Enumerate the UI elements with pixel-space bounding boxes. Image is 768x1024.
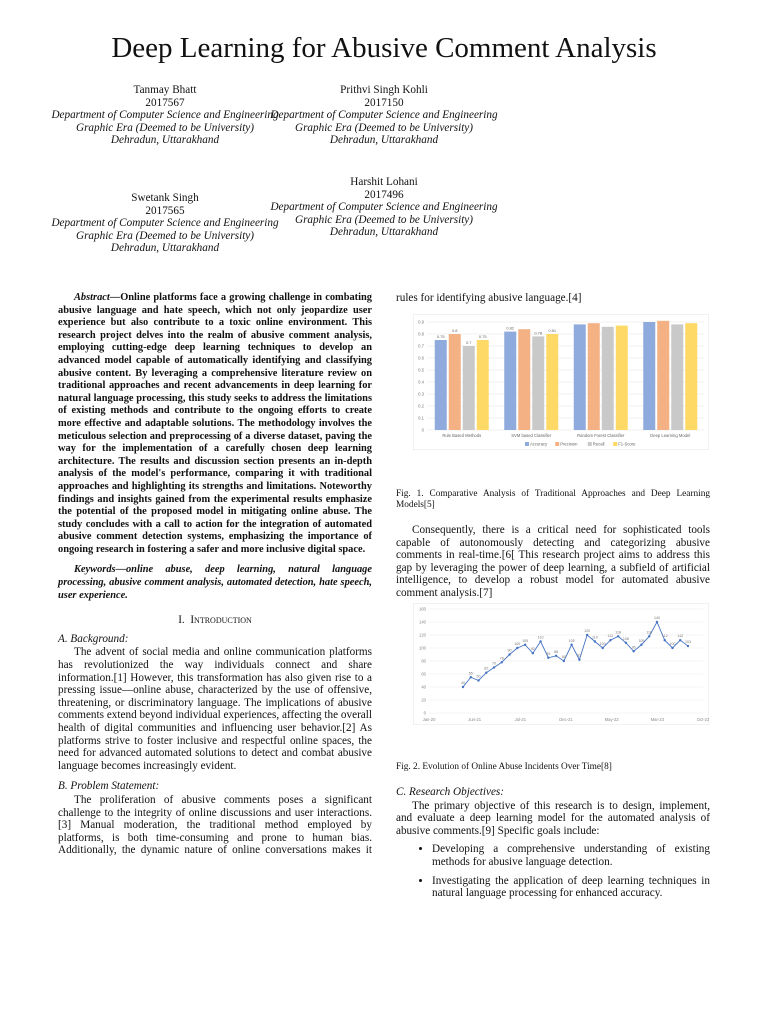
data-label: 92 <box>530 647 535 652</box>
data-point <box>625 642 627 644</box>
data-label: 110 <box>592 635 598 640</box>
data-point <box>532 652 534 654</box>
paragraph-background: The advent of social media and online communication platforms has revolutionized the way individuals connect and share information.[1] However, this transformation has also given rise to a pressing issue—online abuse, characterized by the use of offensive, threatening, or discriminatory language. The implications of abusive comments extend beyond individual experiences, affecting the overall health of digital communities and influencing user behavior.[2] As platforms strive to foster inclusive and respectful online spaces, the need for advanced automated solutions to detect and combat abusive language becomes increasingly evident. <box>58 646 372 772</box>
data-point <box>524 644 526 646</box>
data-label: 112 <box>677 634 684 639</box>
chart-frame <box>413 603 709 725</box>
data-label: 62 <box>484 666 489 671</box>
figure-caption: Fig. 2. Evolution of Online Abuse Incidents Over Time[8] <box>396 762 612 772</box>
tick-label: 0.1 <box>418 415 424 421</box>
author-name: Prithvi Singh Kohli <box>340 84 428 96</box>
author-inst: Graphic Era (Deemed to be University) <box>294 121 474 134</box>
legend-label: F1-Score <box>618 441 636 447</box>
tick-label: 80 <box>421 658 426 664</box>
legend-swatch <box>588 442 592 446</box>
author-name: Swetank Singh <box>131 192 199 204</box>
data-label: 82 <box>577 653 582 658</box>
author-loc: Dehradun, Uttarakhand <box>110 134 220 147</box>
tick-label: 0.5 <box>418 367 424 373</box>
x-tick-label: Jul-21 <box>514 717 527 722</box>
data-point <box>687 645 689 647</box>
abstract <box>58 292 372 556</box>
abstract-lead: Abstract <box>74 292 110 303</box>
author-inst: Graphic Era (Deemed to be University) <box>75 121 255 134</box>
data-point <box>485 672 487 674</box>
abstract-text: —Online platforms face a growing challenge in combating abusive language and hate speech, which not only jeopardize user experience but also contribute to a toxic online environment. This research project delves into the realm of abusive comment analysis, employing cutting-edge deep learning techniques to develop an advanced model capable of automatically identifying and classifying abusive content. By leveraging a comprehensive literature review on traditional approaches and recent advancements in deep learning for natural language processing, this study seeks to address the limitations of existing methods and contribute to the ongoing efforts to create more effective and adaptable solutions. The methodology involves the meticulous selection and preprocessing of a diverse dataset, paving the way for the implementation of a carefully chosen deep learning architecture. The results and discussion section presents an in-depth analysis of the model's performance, comparing it with traditional approaches and highlighting its strengths and limitations. Noteworthy findings and insights gained from the experimental results emphasize the potential of the proposed model in mitigating online abuse. The study concludes with a call to action for the integration of automated abusive comment detection systems, emphasizing the importance of ongoing research in fostering a safer and more inclusive digital space. <box>58 292 372 555</box>
category-label: Deep Learning Model <box>650 433 691 438</box>
author-id: 2017150 <box>364 96 404 109</box>
goals-list <box>396 843 710 899</box>
data-label: 90 <box>507 648 512 653</box>
author-inst: Graphic Era (Deemed to be University) <box>75 229 255 242</box>
tick-label: 0.7 <box>418 343 424 349</box>
data-point <box>632 650 634 652</box>
category-label: Rule Based Methods <box>442 433 482 438</box>
author-dept: Department of Computer Science and Engineering <box>51 217 279 230</box>
category-label: SVM based Classifier <box>511 433 552 438</box>
section-title: Introduction <box>190 614 252 627</box>
legend-label: Recall <box>592 441 605 447</box>
data-label: 105 <box>568 638 575 643</box>
subheading-objectives: C. Research Objectives: <box>396 786 505 798</box>
data-point <box>664 639 666 641</box>
paragraph-need: Consequently, there is a critical need for sophisticated tools capable of autonomously detecting and categorizing abusive comments in real-time.[6[ This research project aims to address this gap by leveraging the power of deep learning, a subfield of artificial intelligence, to develop a robust model for automated abusive comment analysis.[7] <box>396 524 710 599</box>
tick-label: 0.4 <box>418 379 424 385</box>
data-label: 0.82 <box>506 325 515 331</box>
author-dept: Department of Computer Science and Engineering <box>270 201 498 214</box>
legend-label: Precision <box>560 441 578 447</box>
data-label: 100 <box>599 642 606 646</box>
data-point <box>555 655 557 657</box>
data-point <box>477 679 479 681</box>
bar <box>449 334 461 430</box>
bar-chart <box>413 314 709 450</box>
data-point <box>539 640 541 642</box>
data-point <box>656 621 658 623</box>
data-label: 0.78 <box>534 330 543 336</box>
data-label: 40 <box>461 681 465 685</box>
data-label: 55 <box>468 671 473 676</box>
bar <box>532 336 544 430</box>
data-point <box>679 639 681 641</box>
section-number: I. <box>178 614 185 627</box>
data-point <box>508 653 510 655</box>
tick-label: 100 <box>419 645 426 651</box>
data-label: 0.81 <box>548 328 557 333</box>
author-loc: Dehradun, Uttarakhand <box>329 226 439 239</box>
x-tick-label: May-22 <box>604 717 619 722</box>
data-point <box>586 634 588 636</box>
data-point <box>640 644 642 646</box>
tick-label: 20 <box>421 697 426 703</box>
data-label: 100 <box>514 642 521 646</box>
paragraph-problem: The proliferation of abusive comments poses a significant challenge to the integrity of online discussions and user interactions.[3] Manual moderation, the traditional method employed by platforms, is both time-consuming and prone to human bias. Additionally, the dynamic nature of online conversations makes it <box>58 793 372 857</box>
right-column-objectives <box>396 786 710 906</box>
bar <box>685 323 697 430</box>
data-label: 140 <box>653 616 660 620</box>
tick-label: 0.6 <box>418 355 424 361</box>
tick-label: 0.8 <box>418 331 424 337</box>
author-name: Tanmay Bhatt <box>133 84 197 96</box>
subheading-background: A. Background: <box>58 632 129 645</box>
subheading-problem: B. Problem Statement: <box>58 780 160 793</box>
author-block <box>50 192 280 255</box>
tick-label: 160 <box>419 606 426 612</box>
tick-label: 140 <box>419 619 426 625</box>
bar <box>574 324 586 430</box>
data-point <box>470 676 472 678</box>
tick-label: 0.3 <box>418 391 424 397</box>
bar <box>463 346 475 430</box>
author-name: Harshit Lohani <box>350 176 418 188</box>
data-point <box>570 644 572 646</box>
data-point <box>563 660 565 662</box>
bar <box>602 327 614 430</box>
list-item: • Developing a comprehensive understanding of existing methods for abusive language detection. <box>432 843 710 868</box>
data-label: 112 <box>607 634 614 639</box>
tick-label: 0.9 <box>418 319 424 325</box>
data-label: 112 <box>661 634 668 639</box>
keywords <box>58 564 372 602</box>
keywords-text: —online abuse, deep learning, natural language processing, abusive comment analysis, automated detection, hate speech, user experience. <box>58 564 372 601</box>
bar <box>504 332 516 430</box>
paragraph-problem-continued: rules for identifying abusive language.[4] <box>396 292 582 304</box>
data-point <box>501 661 503 663</box>
data-label: 85 <box>546 651 551 656</box>
data-label: 88 <box>554 649 559 654</box>
right-column <box>396 524 710 600</box>
data-point <box>547 657 549 659</box>
tick-label: 0 <box>421 427 424 433</box>
data-label: 80 <box>561 655 566 659</box>
data-point <box>601 647 603 649</box>
data-point <box>609 639 611 641</box>
tick-label: 40 <box>421 684 426 690</box>
bar <box>671 324 683 430</box>
author-inst: Graphic Era (Deemed to be University) <box>294 213 474 226</box>
data-label: 105 <box>522 638 529 643</box>
line-chart <box>413 603 709 725</box>
x-tick-label: Mar-23 <box>650 717 664 722</box>
data-point <box>617 635 619 637</box>
bar <box>616 326 628 430</box>
tick-label: 0 <box>423 710 426 716</box>
author-loc: Dehradun, Uttarakhand <box>329 134 439 147</box>
data-point <box>516 647 518 649</box>
bar <box>657 321 669 430</box>
data-point <box>493 666 495 668</box>
bar <box>435 340 447 430</box>
legend-swatch <box>613 442 617 446</box>
author-block <box>50 84 280 147</box>
bar <box>518 329 530 430</box>
paragraph-objectives: The primary objective of this research is to design, implement, and evaluate a deep learning model for the automated analysis of abusive comments.[9] Specific goals include: <box>396 799 710 837</box>
author-block <box>269 84 499 147</box>
bar <box>643 322 655 430</box>
tick-label: 0.2 <box>418 403 424 409</box>
data-point <box>594 640 596 642</box>
data-point <box>578 659 580 661</box>
bar <box>588 323 600 430</box>
data-point <box>462 686 464 688</box>
data-label: 78 <box>499 656 504 661</box>
data-label: 103 <box>685 640 691 645</box>
bar <box>546 334 558 430</box>
author-id: 2017565 <box>145 204 185 217</box>
data-label: 118 <box>646 630 653 635</box>
paper-title: Deep Learning for Abusive Comment Analysis <box>111 32 657 64</box>
figure-caption: Fig. 1. Comparative Analysis of Traditional Approaches and Deep Learning Models[5] <box>396 489 710 510</box>
author-id: 2017567 <box>145 96 185 109</box>
data-label: 0.75 <box>436 334 445 339</box>
tick-label: 120 <box>419 632 426 638</box>
section-heading <box>58 614 372 627</box>
author-id: 2017496 <box>364 188 404 201</box>
data-label: 50 <box>476 674 481 679</box>
legend-swatch <box>555 442 559 446</box>
data-label: 0.8 <box>451 328 458 333</box>
data-point <box>671 647 673 649</box>
list-item: • Investigating the application of deep learning techniques in natural language processing for enhanced accuracy. <box>432 875 710 900</box>
author-block <box>269 176 499 239</box>
left-column <box>58 292 372 857</box>
category-label: Random Forest Classifier <box>577 433 625 438</box>
x-tick-label: Jun-21 <box>468 717 482 722</box>
data-label: 120 <box>584 629 591 633</box>
x-tick-label: Dec-21 <box>559 717 573 722</box>
x-tick-label: Jan-20 <box>422 717 436 722</box>
data-label: 95 <box>631 645 636 650</box>
data-label: 110 <box>537 635 544 640</box>
legend-swatch <box>525 442 529 446</box>
data-label: 0.75 <box>478 334 487 339</box>
bar <box>477 340 489 430</box>
data-point <box>648 635 650 637</box>
author-dept: Department of Computer Science and Engineering <box>51 109 279 122</box>
author-dept: Department of Computer Science and Engineering <box>270 109 498 122</box>
data-label: 0.7 <box>465 340 472 345</box>
keywords-lead: Keywords <box>74 564 116 576</box>
author-loc: Dehradun, Uttarakhand <box>110 242 220 255</box>
tick-label: 60 <box>421 671 426 677</box>
data-label: 118 <box>615 630 622 635</box>
data-label: 70 <box>492 661 497 666</box>
data-label: 108 <box>622 636 629 641</box>
x-tick-label: Oct-23 <box>696 717 709 722</box>
data-label: 100 <box>669 642 676 646</box>
data-label: 105 <box>638 638 645 643</box>
legend-label: Accuracy <box>530 441 548 447</box>
